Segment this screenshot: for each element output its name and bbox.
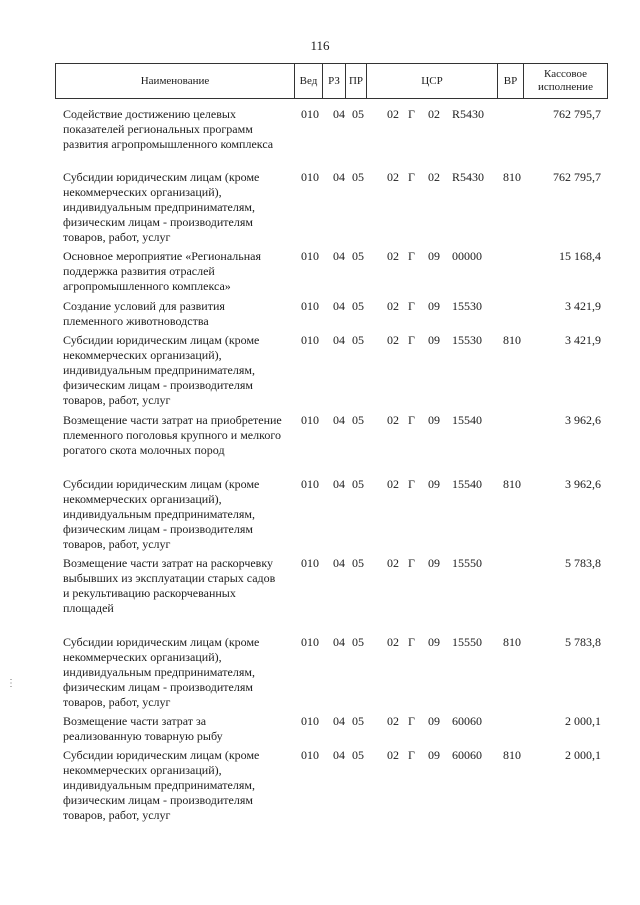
row-pr: 05 [352,635,364,649]
row-name: Субсидии юридическим лицам (кроме некоммерческих организаций), индивидуальным предпринимателям, физическим лицам - производителям товаров, работ, услуг [63,748,260,822]
row-ved: 010 [301,556,319,570]
row-ved: 010 [301,714,319,728]
row-csr-activity: 09 [428,714,440,728]
row-cash-sum: 15 168,4 [559,249,601,263]
row-name: Субсидии юридическим лицам (кроме некоммерческих организаций), индивидуальным предпринимателям, физическим лицам - производителям товаров, работ, услуг [63,170,260,244]
row-ved: 010 [301,477,319,491]
row-cash-sum: 2 000,1 [565,714,601,728]
row-ved: 010 [301,170,319,184]
row-rz: 04 [333,299,345,313]
row-csr-direction: 00000 [452,249,482,263]
row-csr-program: 02 [387,556,399,570]
row-cash-sum: 3 421,9 [565,333,601,347]
row-name: Субсидии юридическим лицам (кроме некоммерческих организаций), индивидуальным предпринимателям, физическим лицам - производителям товаров, работ, услуг [63,477,260,551]
row-cash-sum: 3 962,6 [565,477,601,491]
header-ved: Вед [295,64,323,98]
row-csr-program: 02 [387,413,399,427]
row-vr: 810 [503,748,521,762]
row-csr-activity: 09 [428,249,440,263]
row-rz: 04 [333,170,345,184]
header-rz: РЗ [323,64,346,98]
row-pr: 05 [352,170,364,184]
row-csr-program: 02 [387,714,399,728]
row-ved: 010 [301,299,319,313]
row-rz: 04 [333,477,345,491]
row-name: Субсидии юридическим лицам (кроме некоммерческих организаций), индивидуальным предпринимателям, физическим лицам - производителям товаров, работ, услуг [63,333,260,407]
margin-mark: ⋮ [6,678,16,689]
row-cash-sum: 2 000,1 [565,748,601,762]
row-csr-subprogram: Г [408,299,415,313]
row-ved: 010 [301,249,319,263]
header-pr: ПР [346,64,367,98]
table-header [55,63,608,99]
row-name: Возмещение части затрат за реализованную товарную рыбу [63,714,223,743]
row-ved: 010 [301,635,319,649]
row-csr-activity: 02 [428,170,440,184]
row-cash-sum: 5 783,8 [565,635,601,649]
row-csr-direction: 15530 [452,299,482,313]
row-csr-program: 02 [387,477,399,491]
row-csr-program: 02 [387,170,399,184]
row-csr-direction: 15540 [452,413,482,427]
row-pr: 05 [352,556,364,570]
row-vr: 810 [503,477,521,491]
row-csr-subprogram: Г [408,249,415,263]
row-rz: 04 [333,714,345,728]
row-csr-program: 02 [387,333,399,347]
row-csr-direction: 15540 [452,477,482,491]
row-csr-activity: 09 [428,748,440,762]
row-rz: 04 [333,107,345,121]
row-pr: 05 [352,477,364,491]
row-name: Возмещение части затрат на приобретение племенного поголовья крупного и мелкого рогатого скота молочных пород [63,413,282,457]
row-pr: 05 [352,413,364,427]
row-csr-program: 02 [387,249,399,263]
row-csr-subprogram: Г [408,413,415,427]
row-rz: 04 [333,635,345,649]
header-csr: ЦСР [367,64,498,98]
row-rz: 04 [333,249,345,263]
row-name: Возмещение части затрат на раскорчевку выбывших из эксплуатации старых садов и рекультивацию раскорчеванных площадей [63,556,276,615]
row-pr: 05 [352,748,364,762]
row-vr: 810 [503,170,521,184]
row-name: Создание условий для развития племенного животноводства [63,299,225,328]
row-pr: 05 [352,714,364,728]
row-csr-activity: 09 [428,477,440,491]
row-rz: 04 [333,333,345,347]
row-csr-program: 02 [387,635,399,649]
row-ved: 010 [301,748,319,762]
row-ved: 010 [301,413,319,427]
header-vr: ВР [498,64,524,98]
row-csr-activity: 09 [428,299,440,313]
row-pr: 05 [352,333,364,347]
row-csr-activity: 09 [428,333,440,347]
row-cash-sum: 5 783,8 [565,556,601,570]
row-pr: 05 [352,107,364,121]
row-csr-direction: 60060 [452,748,482,762]
row-csr-subprogram: Г [408,556,415,570]
row-cash-sum: 762 795,7 [553,170,601,184]
row-csr-direction: 15530 [452,333,482,347]
row-csr-program: 02 [387,299,399,313]
row-rz: 04 [333,556,345,570]
row-csr-direction: 60060 [452,714,482,728]
row-csr-subprogram: Г [408,714,415,728]
row-csr-activity: 09 [428,413,440,427]
row-csr-subprogram: Г [408,477,415,491]
row-csr-direction: R5430 [452,170,485,184]
page-number: 116 [310,38,330,53]
row-ved: 010 [301,333,319,347]
row-cash-sum: 3 421,9 [565,299,601,313]
row-csr-direction: 15550 [452,556,482,570]
row-csr-activity: 02 [428,107,440,121]
row-csr-activity: 09 [428,556,440,570]
row-rz: 04 [333,413,345,427]
row-csr-subprogram: Г [408,170,415,184]
row-csr-program: 02 [387,748,399,762]
row-ved: 010 [301,107,319,121]
row-csr-activity: 09 [428,635,440,649]
row-pr: 05 [352,299,364,313]
row-csr-program: 02 [387,107,399,121]
row-csr-subprogram: Г [408,107,415,121]
header-cash: Кассовое исполнение [538,68,593,93]
row-name: Субсидии юридическим лицам (кроме некоммерческих организаций), индивидуальным предпринимателям, физическим лицам - производителям товаров, работ, услуг [63,635,260,709]
row-name: Основное мероприятие «Региональная поддержка развития отраслей агропромышленного комплекса» [63,249,262,293]
row-rz: 04 [333,748,345,762]
row-vr: 810 [503,333,521,347]
header-name: Наименование [56,64,295,98]
row-cash-sum: 762 795,7 [553,107,601,121]
row-csr-direction: R5430 [452,107,485,121]
row-csr-subprogram: Г [408,635,415,649]
row-csr-subprogram: Г [408,748,415,762]
row-name: Содействие достижению целевых показателей региональных программ развития агропромышленного комплекса [63,107,274,151]
row-csr-direction: 15550 [452,635,482,649]
row-cash-sum: 3 962,6 [565,413,601,427]
row-pr: 05 [352,249,364,263]
row-csr-subprogram: Г [408,333,415,347]
row-vr: 810 [503,635,521,649]
